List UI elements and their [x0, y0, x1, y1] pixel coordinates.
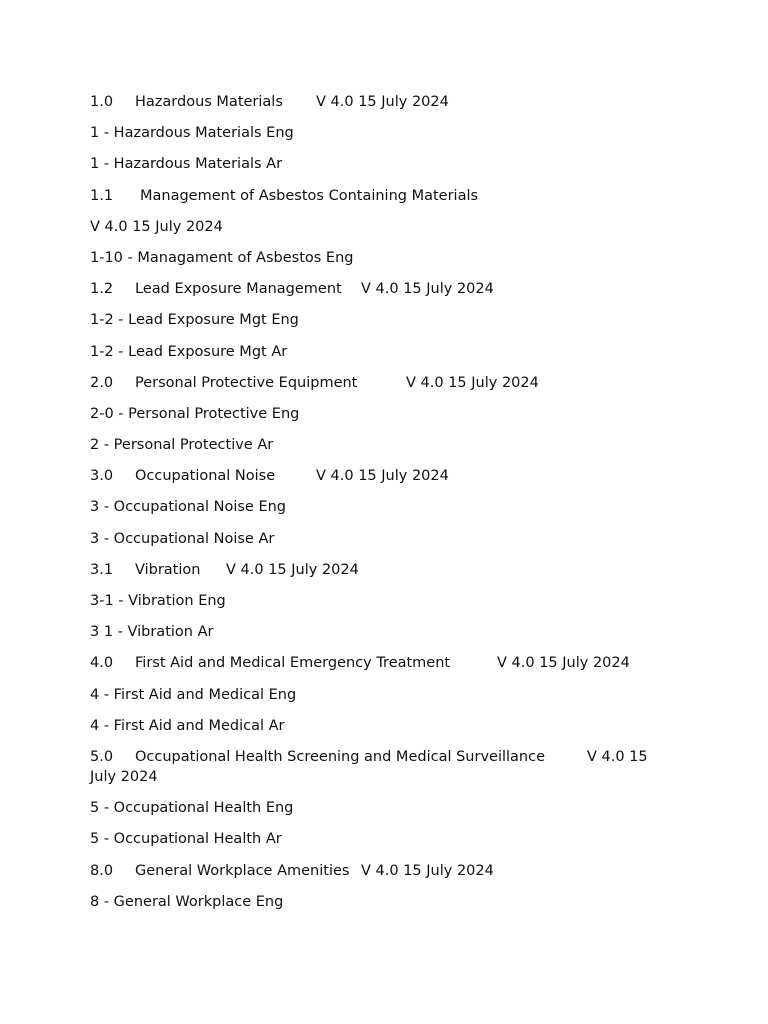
section-title: Management of Asbestos Containing Materials — [140, 187, 479, 204]
version-label: V 4.0 — [316, 468, 354, 485]
document-link[interactable]: 1-2 - Lead Exposure Mgt Ar — [90, 343, 288, 360]
section-number: 8.0 — [90, 862, 114, 879]
document-link[interactable]: 5 - Occupational Health Ar — [90, 831, 282, 848]
version-label: V 4.0 — [361, 281, 399, 298]
section-number: 1.2 — [90, 281, 114, 298]
document-link[interactable]: 3 1 - Vibration Ar — [90, 624, 214, 641]
section-number: 5.0 — [90, 748, 114, 765]
section-heading — [90, 653, 670, 673]
version-label: V 4.0 — [361, 862, 399, 879]
document-link[interactable]: 8 - General Workplace Eng — [90, 893, 284, 910]
section-title: Occupational Health Screening and Medical Surveillance — [135, 748, 546, 765]
section-title: Hazardous Materials — [135, 94, 283, 110]
version-date: 15 July 2024 — [358, 94, 449, 110]
version-date: 15 July 2024 — [539, 655, 630, 672]
document-link[interactable]: 1-2 - Lead Exposure Mgt Eng — [90, 312, 299, 329]
section-heading — [90, 560, 670, 580]
document-link[interactable]: 1-10 - Managament of Asbestos Eng — [90, 249, 354, 266]
section-title: Vibration — [135, 561, 201, 578]
version-label: V 4.0 — [587, 748, 625, 765]
section-heading — [90, 861, 670, 881]
document-link[interactable]: 5 - Occupational Health Eng — [90, 800, 294, 817]
section-number: 1.1 — [90, 187, 114, 204]
document-link[interactable]: 4 - First Aid and Medical Eng — [90, 686, 297, 703]
version-date: 15 July 2024 — [403, 862, 494, 879]
section-heading — [90, 466, 670, 486]
version-date: 15 July 2024 — [90, 748, 648, 785]
version-date: 15 July 2024 — [268, 561, 359, 578]
section-number: 1.0 — [90, 94, 114, 110]
section-title: General Workplace Amenities — [135, 862, 350, 879]
section-title: Lead Exposure Management — [135, 281, 342, 298]
document-link[interactable]: 3 - Occupational Noise Ar — [90, 530, 275, 547]
version-label: V 4.0 — [226, 561, 264, 578]
section-heading — [90, 279, 670, 299]
version-date: 15 July 2024 — [358, 468, 449, 485]
section-title: Occupational Noise — [135, 468, 276, 485]
document-link[interactable]: 4 - First Aid and Medical Ar — [90, 717, 285, 734]
section-heading — [90, 92, 670, 112]
version-date: 15 July 2024 — [448, 374, 539, 391]
document-link[interactable]: 1 - Hazardous Materials Ar — [90, 156, 283, 173]
section-heading — [90, 373, 670, 393]
section-title: First Aid and Medical Emergency Treatment — [135, 655, 451, 672]
version-label: V 4.0 — [497, 655, 535, 672]
version-label: V 4.0 — [90, 218, 128, 235]
version-date: 15 July 2024 — [132, 218, 223, 235]
document-page — [90, 92, 670, 923]
version-date: 15 July 2024 — [403, 281, 494, 298]
section-number: 4.0 — [90, 655, 114, 672]
section-heading — [90, 747, 670, 787]
document-link[interactable]: 1 - Hazardous Materials Eng — [90, 125, 294, 142]
document-link[interactable]: 2 - Personal Protective Ar — [90, 437, 274, 454]
version-label: V 4.0 — [406, 374, 444, 391]
version-line — [90, 217, 670, 237]
version-label: V 4.0 — [316, 94, 354, 110]
section-number: 2.0 — [90, 374, 114, 391]
section-number: 3.1 — [90, 561, 114, 578]
document-link[interactable]: 2-0 - Personal Protective Eng — [90, 405, 300, 422]
section-heading — [90, 186, 670, 206]
section-number: 3.0 — [90, 468, 114, 485]
document-link[interactable]: 3 - Occupational Noise Eng — [90, 499, 286, 516]
section-title: Personal Protective Equipment — [135, 374, 358, 391]
document-link[interactable]: 3-1 - Vibration Eng — [90, 593, 226, 609]
